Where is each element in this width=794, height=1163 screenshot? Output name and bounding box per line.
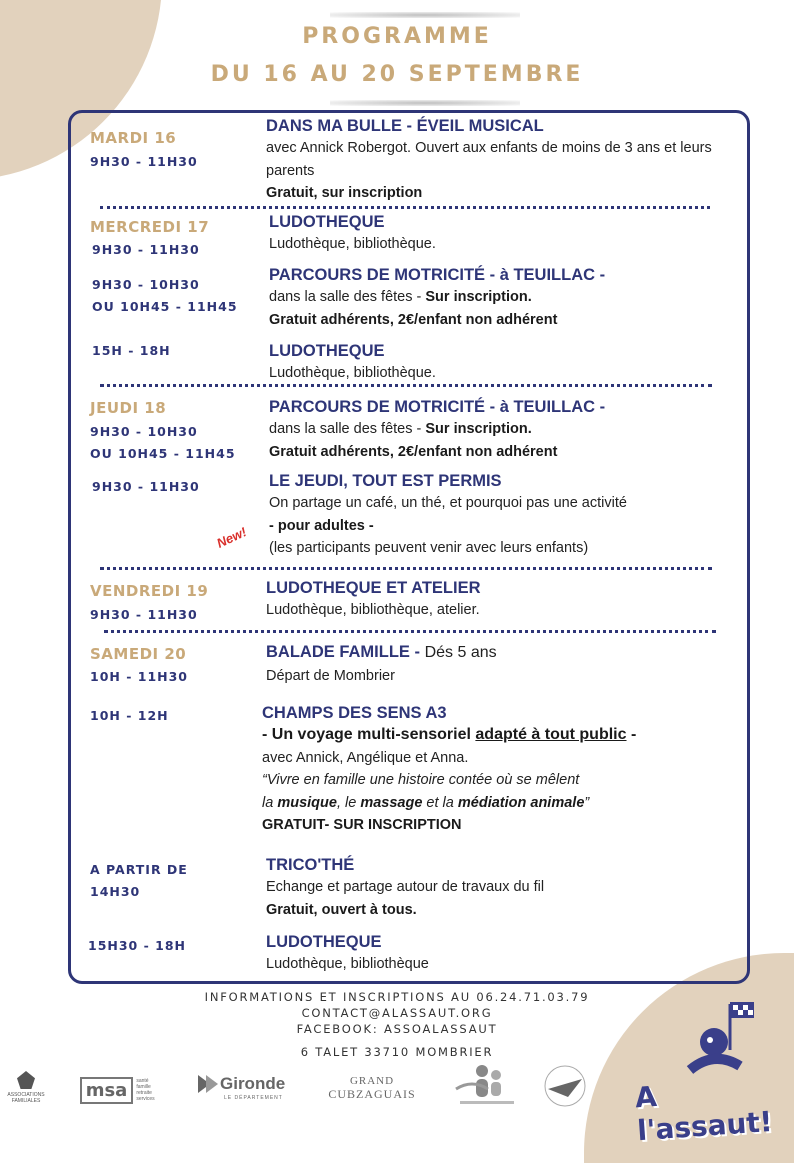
- event-age: Dés 5 ans: [424, 644, 497, 661]
- cubzaguais-text: CUBZAGUAIS: [328, 1086, 416, 1101]
- event-ludotheque-samedi: [266, 931, 726, 976]
- new-badge: New!: [214, 524, 249, 551]
- grand-text: GRAND: [349, 1074, 395, 1087]
- event-eveil-musical: [266, 115, 726, 205]
- event-title: LUDOTHEQUE: [269, 342, 385, 360]
- q-mediation: médiation animale: [457, 794, 585, 811]
- event-title: BALADE FAMILLE: [266, 643, 410, 661]
- footer-facebook: FACEBOOK: ASSOALASSAUT: [296, 1022, 498, 1036]
- gironde-text: Gironde: [220, 1074, 286, 1093]
- time-mardi-1: 9H30 - 11H30: [90, 154, 198, 169]
- event-title: LUDOTHEQUE: [266, 933, 382, 951]
- q-musique: musique: [277, 794, 337, 811]
- q-g: ”: [584, 794, 590, 811]
- time-samedi-1: 10H - 11H30: [90, 669, 188, 684]
- day-label-vendredi: VENDREDI 19: [90, 582, 209, 600]
- event-quote-2: [262, 792, 732, 815]
- page-subtitle: DU 16 AU 20 SEPTEMBRE: [210, 62, 584, 87]
- title-shadow-top: [330, 12, 520, 18]
- event-title: PARCOURS DE MOTRICITÉ - à TEUILLAC -: [269, 266, 606, 284]
- q-e: et la: [422, 794, 458, 811]
- q-massage: massage: [360, 794, 423, 811]
- divider: [100, 206, 710, 209]
- event-jeudi-tout-est-permis: [269, 470, 729, 560]
- event-description: Echange et partage autour de travaux du fil: [266, 879, 545, 895]
- time-mercredi-2b: OU 10H45 - 11H45: [92, 299, 238, 314]
- event-title: LUDOTHEQUE ET ATELIER: [266, 579, 481, 597]
- event-ludotheque-atelier: [266, 577, 726, 622]
- event-note: Gratuit adhérents, 2€/enfant non adhérent: [269, 311, 558, 328]
- event-note: Gratuit, sur inscription: [266, 185, 423, 201]
- time-mercredi-1: 9H30 - 11H30: [92, 242, 200, 257]
- time-mercredi-2a: 9H30 - 10H30: [92, 277, 200, 292]
- event-champs-des-sens: [262, 702, 732, 837]
- event-description: Ludothèque, bibliothèque: [266, 956, 429, 972]
- event-subtitle: [262, 724, 732, 747]
- event-motricite-mercredi: [269, 264, 729, 331]
- msa-mark: msa: [80, 1077, 134, 1104]
- event-description-2: (les participants peuvent venir avec leurs enfants): [269, 540, 589, 556]
- msa-sub: santé famille retraite services: [136, 1078, 155, 1102]
- time-jeudi-1b: OU 10H45 - 11H45: [90, 446, 236, 461]
- footer-info: INFORMATIONS ET INSCRIPTIONS AU 06.24.71.03.79: [204, 990, 590, 1004]
- caf-logo: [6, 1060, 46, 1115]
- event-note: Gratuit adhérents, 2€/enfant non adhérent: [269, 443, 558, 460]
- event-description: Ludothèque, bibliothèque.: [269, 365, 436, 381]
- paper-plane-icon: [540, 1061, 590, 1111]
- event-note: - pour adultes -: [269, 517, 374, 534]
- event-description: [269, 286, 729, 309]
- event-title-line: [266, 641, 726, 665]
- q-c: , le: [336, 794, 361, 811]
- event-subtitle-underlined: adapté à tout public: [475, 726, 627, 743]
- event-quote-1: “Vivre en famille une histoire contée où se mêlent: [262, 772, 580, 788]
- event-motricite-jeudi: [269, 396, 729, 463]
- event-description: Ludothèque, bibliothèque, atelier.: [266, 602, 480, 618]
- footer-address: 6 TALET 33710 MOMBRIER: [300, 1045, 494, 1059]
- gironde-arrow-icon: [196, 1073, 220, 1095]
- event-subtitle-a: - Un voyage multi-sensoriel: [262, 726, 476, 743]
- family-figures-icon: [452, 1061, 522, 1111]
- event-description-bold: Sur inscription.: [425, 421, 532, 437]
- event-description: [269, 418, 729, 441]
- grand-cubzaguais-logo: [322, 1070, 422, 1106]
- event-note: GRATUIT- SUR INSCRIPTION: [262, 817, 462, 833]
- divider: [104, 630, 716, 633]
- event-subtitle-b: -: [626, 726, 637, 743]
- alassaut-text: A l'assaut!: [633, 1079, 774, 1148]
- gironde-sub: LE DÉPARTEMENT: [224, 1095, 283, 1101]
- event-description: Ludothèque, bibliothèque.: [269, 236, 436, 252]
- event-title: DANS MA BULLE - ÉVEIL MUSICAL: [266, 117, 544, 135]
- event-note: Gratuit, ouvert à tous.: [266, 901, 417, 918]
- time-samedi-2: 10H - 12H: [90, 708, 169, 723]
- day-label-mardi: MARDI 16: [90, 129, 177, 147]
- time-mercredi-3: 15H - 18H: [92, 343, 171, 358]
- event-description-text: dans la salle des fêtes -: [269, 421, 426, 437]
- msa-logo: [86, 1066, 156, 1114]
- event-title: LUDOTHEQUE: [269, 213, 385, 231]
- event-ludotheque-mercredi-2: [269, 340, 729, 385]
- event-title: CHAMPS DES SENS A3: [262, 704, 447, 722]
- day-label-jeudi: JEUDI 18: [90, 399, 167, 417]
- time-samedi-3a: A PARTIR DE: [90, 862, 188, 877]
- time-vendredi-1: 9H30 - 11H30: [90, 607, 198, 622]
- event-description: Départ de Mombrier: [266, 667, 395, 684]
- event-description: avec Annick, Angélique et Anna.: [262, 749, 469, 766]
- caf-emblem-icon: [17, 1071, 35, 1089]
- time-samedi-3b: 14H30: [90, 884, 141, 899]
- time-jeudi-2: 9H30 - 11H30: [92, 479, 200, 494]
- event-title: PARCOURS DE MOTRICITÉ - à TEUILLAC -: [269, 398, 606, 416]
- event-ludotheque-mercredi-1: [269, 211, 729, 256]
- gironde-logo: [196, 1072, 292, 1102]
- q-a: la: [262, 794, 278, 811]
- event-balade-famille: [266, 641, 726, 687]
- event-title: LE JEUDI, TOUT EST PERMIS: [269, 472, 502, 490]
- event-title: TRICO'THÉ: [266, 856, 355, 874]
- divider: [100, 567, 712, 570]
- alassaut-logo: [630, 990, 790, 1148]
- time-samedi-4: 15H30 - 18H: [88, 938, 186, 953]
- event-description: avec Annick Robergot. Ouvert aux enfants de moins de 3 ans et leurs parents: [266, 140, 712, 179]
- event-description: On partage un café, un thé, et pourquoi pas une activité: [269, 495, 627, 511]
- event-description-bold: Sur inscription.: [425, 289, 532, 305]
- event-tricothe: [266, 854, 726, 921]
- round-partner-logo: [538, 1060, 592, 1112]
- day-label-mercredi: MERCREDI 17: [90, 218, 210, 236]
- time-jeudi-1a: 9H30 - 10H30: [90, 424, 198, 439]
- divider: [100, 384, 712, 387]
- title-shadow-bottom: [330, 100, 520, 106]
- reaap-logo: [448, 1058, 526, 1113]
- event-description-text: dans la salle des fêtes -: [269, 289, 426, 305]
- footer-email: CONTACT@ALASSAUT.ORG: [301, 1006, 493, 1020]
- event-title-suffix: -: [409, 643, 425, 661]
- page-title: PROGRAMME: [302, 24, 492, 49]
- day-label-samedi: SAMEDI 20: [90, 645, 187, 663]
- caf-text: ASSOCIATIONS FAMILIALES: [7, 1092, 45, 1104]
